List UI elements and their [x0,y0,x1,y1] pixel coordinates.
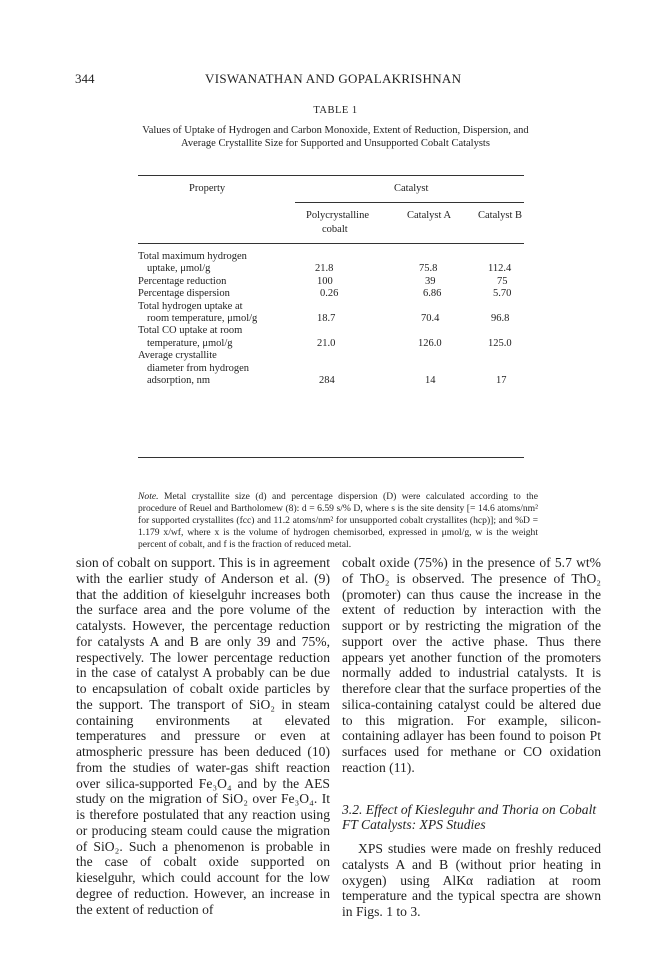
page-number: 344 [75,71,95,86]
table-label: TABLE 1 [313,105,358,116]
right-paragraph-1: cobalt oxide (75%) in the presence of 5.7 wt% of ThO₂ is observed. The presence of ThO₂ (promoter) can thus cause the increase in the extent of reduction by interaction with the support or by restricting the migration of the support over the active phase. Thus there appears yet another function of the promoters normally added to industrial catalysts. It is therefore clear that the surface properties of the silica-containing catalyst could be altered due to this migration. For example, silicon-containing adlayer has been found to poison Pt surfaces used for methane or CO oxidation reaction (11). [342,555,601,775]
catalyst-header: Catalyst [394,183,429,194]
table-note [138,491,538,551]
row-label: Total maximum hydrogen [138,251,247,262]
table-cell: 96.8 [491,313,510,324]
row-label: Percentage dispersion [138,288,230,300]
catalyst-spanner-rule [295,202,524,203]
row-label: uptake, μmol/g [147,263,211,275]
table-cell: 21.8 [315,263,334,275]
table-cell: 100 [317,275,333,287]
column-header-polycrystalline: Polycrystalline [306,210,369,221]
note-label: Note. [138,491,159,502]
table-cell: 6.86 [423,288,442,300]
table-cell: 0.26 [320,288,339,300]
left-column [76,555,330,917]
table-caption: Values of Uptake of Hydrogen and Carbon Monoxide, Extent of Reduction, Dispersion, and Average Crystallite Size for Supported and Unsupported Cobalt Catalysts [142,125,529,149]
table-header-rule [138,243,524,244]
table-cell: 70.4 [421,313,440,324]
column-header-cobalt: cobalt [322,224,348,235]
row-label: diameter from hydrogen [147,362,250,374]
left-paragraph: sion of cobalt on support. This is in agreement with the earlier study of Anderson et al. (9) that the addition of kieselguhr increases both the surface area and the pore volume of the catalysts. However, the percentage reduction for catalysts A and B are only 39 and 75%, respectively. The lower percentage reduction in the case of catalyst A probably can be due to encapsulation of cobalt oxide particles by the support. The transport of SiO₂ in steam containing environments at elevated temperatures and pressure or even at atmospheric pressure has been deduced (10) from the studies of water-gas shift reaction over silica-supported Fe₃O₄ and by the AES study on the migration of SiO₂ over Fe₃O₄. It is therefore postulated that any reaction using or producing steam could cause the migration of SiO₂. Such a phenomenon is probable in the case of cobalt oxide supported on kieselguhr, which could account for the low degree of reduction. However, an increase in the extent of reduction of [76,555,330,917]
table-cell: 75 [497,275,508,287]
property-header: Property [189,183,226,194]
table-cell: 125.0 [488,337,512,349]
note-text: Metal crystallite size (d) and percentage dispersion (D) were calculated according to the procedure of Reuel and Bartholomew (8): d = 6.59 s/% D, where s is the site density [= 14.6 atoms/nm² for supported crystallites (fcc) and 11.2 atoms/nm² for unsupported cobalt crystallites (hcp)]; and %D = 1.179 x/wf, where x is the volume of hydrogen chemisorbed, expressed in μmol/g, w is the weight percent of cobalt, and f is the fraction of reduced metal. [138,491,538,551]
table-cell: 21.0 [317,337,336,349]
row-label: Average crystallite [138,350,217,362]
table-cell: 112.4 [488,263,512,275]
table-cell: 18.7 [317,313,336,324]
table-bottom-rule [138,457,524,458]
table-cell: 17 [496,375,507,386]
row-label: Percentage reduction [138,275,227,287]
table-top-rule [138,175,524,176]
table-cell: 126.0 [418,337,442,349]
section-heading: 3.2. Effect of Kiesleguhr and Thoria on Cobalt FT Catalysts: XPS Studies [342,801,597,833]
table-cell: 75.8 [419,263,438,275]
row-label: Total hydrogen uptake at [138,300,243,312]
row-label: temperature, μmol/g [147,337,233,349]
right-column [342,555,601,920]
right-paragraph-2: XPS studies were made on freshly reduced catalysts A and B (without prior heating in oxygen) using AlKα radiation at room temperature and the typical spectra are shown in Figs. 1 to 3. [342,841,601,919]
table-cell: 5.70 [493,288,512,300]
row-label: Total CO uptake at room [138,325,243,337]
table-cell: 39 [425,275,436,287]
column-header-catalyst-a: Catalyst A [407,210,452,221]
row-label: room temperature, μmol/g [147,313,258,324]
row-label: adsorption, nm [147,375,210,386]
table-cell: 284 [319,375,335,386]
table-cell: 14 [425,375,436,386]
running-head: VISWANATHAN AND GOPALAKRISHNAN [205,71,462,86]
column-header-catalyst-b: Catalyst B [478,210,523,221]
